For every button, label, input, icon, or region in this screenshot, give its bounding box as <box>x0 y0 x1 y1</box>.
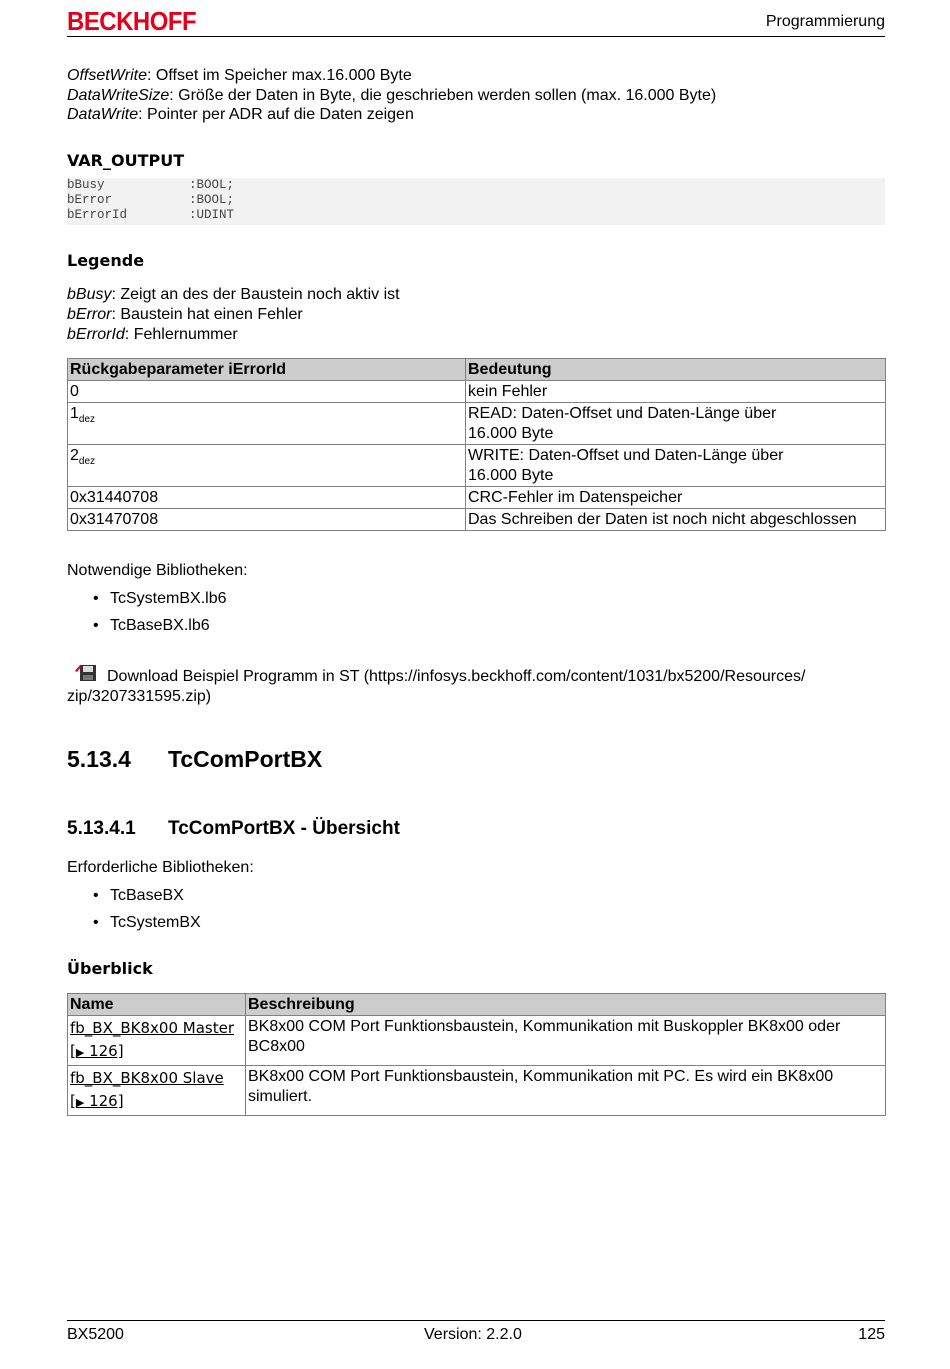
table-header: Rückgabeparameter iErrorId <box>68 359 466 381</box>
bullet-icon: • <box>93 617 99 634</box>
table-cell: 0x31440708 <box>68 487 466 509</box>
section-number: 5.13.4 <box>67 746 131 772</box>
section-header: Programmierung <box>765 13 885 30</box>
table-row <box>68 1066 886 1116</box>
overview-heading: Überblick <box>67 959 153 978</box>
table-cell: 0 <box>68 381 466 403</box>
table-cell: $1_{dez}$ <box>68 403 466 445</box>
subsection-title: TcComPortBX - Übersicht <box>168 818 400 839</box>
header-rule <box>67 36 885 37</box>
table-row <box>68 509 886 531</box>
table-row <box>68 487 886 509</box>
footer-version: Version: 2.2.0 <box>424 1326 522 1343</box>
table-row <box>68 445 886 487</box>
table-cell: CRC-Fehler im Datenspeicher <box>466 487 886 509</box>
legend-line: bError: Baustein hat einen Fehler <box>67 306 303 323</box>
legend-heading: Legende <box>67 251 145 270</box>
beckhoff-logo: BECKHOFF <box>67 6 197 36</box>
table-cell: WRITE: Daten-Offset und Daten-Länge über 16.000 Byte <box>466 445 886 487</box>
overview-table <box>67 993 886 1116</box>
error-table <box>67 358 886 531</box>
table-header: Bedeutung <box>466 359 886 381</box>
table-cell: BK8x00 COM Port Funktionsbaustein, Kommunikation mit Buskoppler BK8x00 oder BC8x00 <box>246 1016 886 1066</box>
param-line: DataWriteSize: Größe der Daten in Byte, die geschrieben werden sollen (max. 16.000 Byte) <box>67 87 717 104</box>
table-header: Beschreibung <box>246 994 886 1016</box>
page-ref-link[interactable]: [▶ 126] <box>70 1092 124 1110</box>
list-item: TcSystemBX <box>110 914 201 931</box>
list-item: TcBaseBX <box>110 887 184 904</box>
table-cell: READ: Daten-Offset und Daten-Länge über 16.000 Byte <box>466 403 886 445</box>
table-header: Name <box>68 994 246 1016</box>
list-item: TcBaseBX.lb6 <box>110 617 210 634</box>
bullet-icon: • <box>93 914 99 931</box>
section-title: TcComPortBX <box>168 746 323 772</box>
code-block: bBusy :BOOL; bError :BOOL; bErrorId :UDINT <box>67 178 885 225</box>
table-cell: $2_{dez}$ <box>68 445 466 487</box>
table-cell: Das Schreiben der Daten ist noch nicht abgeschlossen <box>466 509 886 531</box>
download-link-continued[interactable]: zip/3207331595.zip) <box>67 688 212 705</box>
table-cell <box>68 1066 246 1116</box>
arrow-right-icon: ▶ <box>75 1096 85 1109</box>
table-header-row <box>68 994 886 1016</box>
fb-slave-link[interactable]: fb_BX_BK8x00 Slave <box>70 1069 224 1087</box>
fb-master-link[interactable]: fb_BX_BK8x00 Master <box>70 1019 234 1037</box>
legend-line: bErrorId: Fehlernummer <box>67 326 238 343</box>
table-row <box>68 381 886 403</box>
list-item: TcSystemBX.lb6 <box>110 590 227 607</box>
table-cell: 0x31470708 <box>68 509 466 531</box>
table-cell <box>68 1016 246 1066</box>
page-ref-link[interactable]: [▶ 126] <box>70 1042 124 1060</box>
table-row <box>68 1016 886 1066</box>
table-row <box>68 403 886 445</box>
table-cell: BK8x00 COM Port Funktionsbaustein, Kommunikation mit PC. Es wird ein BK8x00 simuliert. <box>246 1066 886 1116</box>
subsection-number: 5.13.4.1 <box>67 818 136 839</box>
param-line: DataWrite: Pointer per ADR auf die Daten zeigen <box>67 106 414 123</box>
table-cell: kein Fehler <box>466 381 886 403</box>
floppy-disk-icon[interactable] <box>74 663 98 683</box>
footer-page-number: 125 <box>858 1326 885 1343</box>
table-header-row <box>68 359 886 381</box>
legend-line: bBusy: Zeigt an des der Baustein noch aktiv ist <box>67 286 400 303</box>
param-line: OffsetWrite: Offset im Speicher max.16.000 Byte <box>67 67 412 84</box>
bullet-icon: • <box>93 590 99 607</box>
footer-rule <box>67 1320 885 1321</box>
libraries-label: Notwendige Bibliotheken: <box>67 562 248 579</box>
var-output-heading: VAR_OUTPUT <box>67 151 185 170</box>
bullet-icon: • <box>93 887 99 904</box>
footer-product: BX5200 <box>67 1326 124 1343</box>
required-libraries-label: Erforderliche Bibliotheken: <box>67 859 254 876</box>
arrow-right-icon: ▶ <box>75 1046 85 1059</box>
download-link[interactable]: Download Beispiel Programm in ST (https://infosys.beckhoff.com/content/1031/bx5200/Resources/ <box>107 668 806 685</box>
